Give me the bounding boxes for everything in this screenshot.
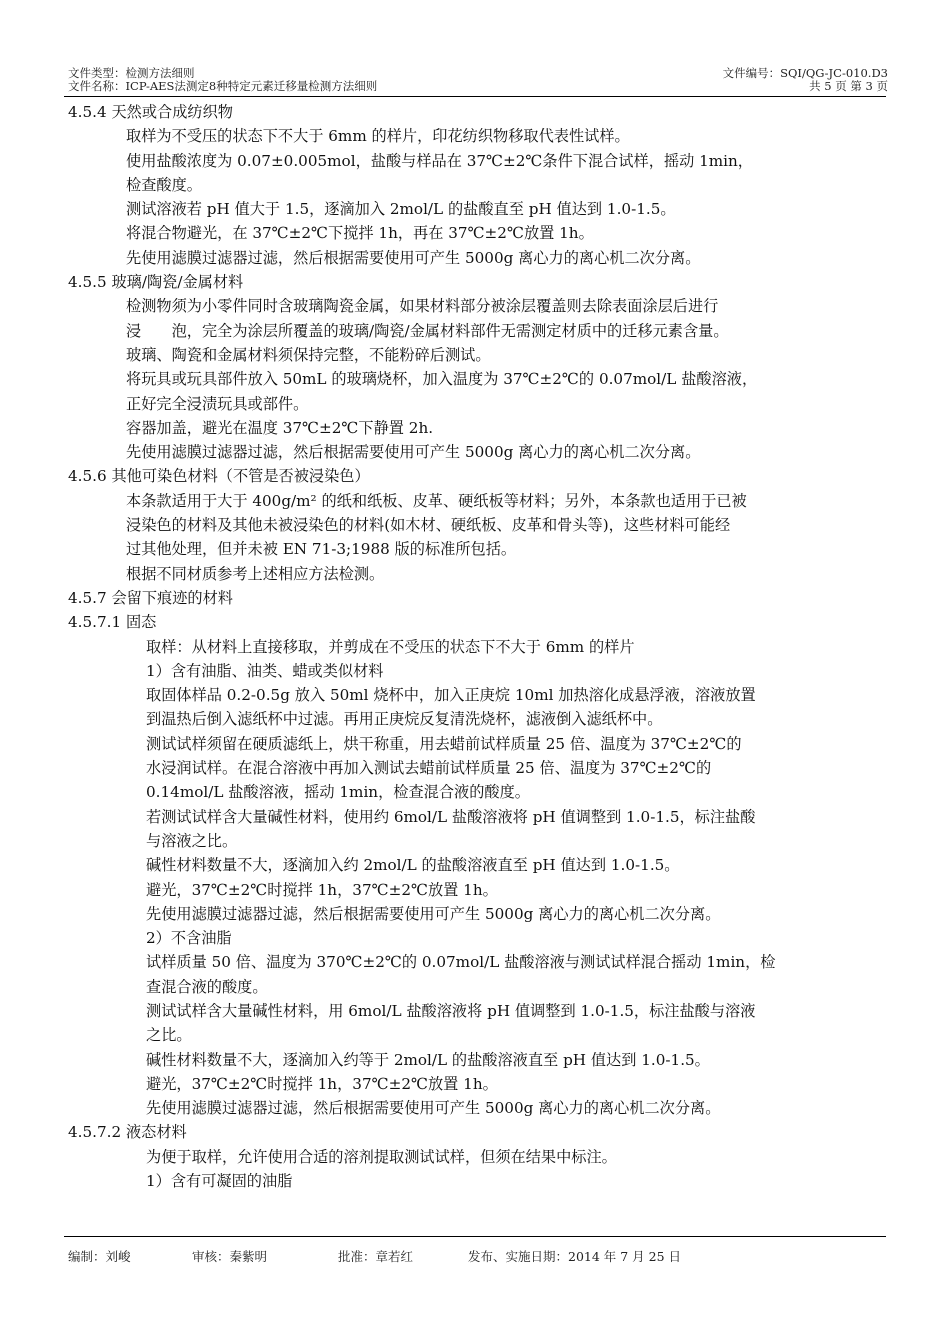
heading-4-5-5: 4.5.5 玻璃/陶瓷/金属材料 xyxy=(68,273,244,292)
heading-4-5-6: 4.5.6 其他可染色材料（不管是否被浸染色） xyxy=(68,467,370,486)
paragraph-line: 过其他处理，但并未被 EN 71-3;1988 版的标准所包括。 xyxy=(126,540,517,559)
heading-4-5-7: 4.5.7 会留下痕迹的材料 xyxy=(68,588,233,607)
paragraph-line: 避光，37℃±2℃时搅拌 1h，37℃±2℃放置 1h。 xyxy=(146,1074,498,1093)
paragraph-line: 碱性材料数量不大，逐滴加入约 2mol/L 的盐酸溶液直至 pH 值达到 1.0-1.5。 xyxy=(146,856,680,875)
paragraph-line: 正好完全浸渍玩具或部件。 xyxy=(126,394,309,413)
paragraph-line: 水浸润试样。在混合溶液中再加入测试去蜡前试样质量 25 倍、温度为 37℃±2℃的 xyxy=(146,759,712,778)
document-body xyxy=(68,100,888,1193)
paragraph-line: 将玩具或玩具部件放入 50mL 的玻璃烧杯，加入温度为 37℃±2℃的 0.07mol/L 盐酸溶液， xyxy=(126,370,758,389)
paragraph-line: 容器加盖，避光在温度 37℃±2℃下静置 2h. xyxy=(126,418,434,437)
paragraph-line: 避光，37℃±2℃时搅拌 1h，37℃±2℃放置 1h。 xyxy=(146,880,498,899)
paragraph-line: 浸染色的材料及其他未被浸染色的材料(如木材、硬纸板、皮革和骨头等)，这些材料可能经 xyxy=(126,516,731,535)
paragraph-line: 之比。 xyxy=(146,1026,192,1045)
paragraph-line: 检查酸度。 xyxy=(126,175,202,194)
footer-approver: 批准：章若红 xyxy=(338,1249,414,1264)
paragraph-line: 测试溶液若 pH 值大于 1.5，逐滴加入 2mol/L 的盐酸直至 pH 值达到 1.0-1.5。 xyxy=(126,200,676,219)
paragraph-line: 取样为不受压的状态下不大于 6mm 的样片，印花纺织物移取代表性试样。 xyxy=(126,127,630,146)
subheading-item-2: 2）不含油脂 xyxy=(146,929,232,948)
footer-release-date: 发布、实施日期：2014 年 7 月 25 日 xyxy=(468,1249,682,1264)
paragraph-line: 到温热后倒入滤纸杯中过滤。再用正庚烷反复清洗烧杯，滤液倒入滤纸杯中。 xyxy=(146,710,663,729)
footer-reviewer: 审核：秦紫明 xyxy=(192,1249,268,1264)
doc-number: 文件编号：SQI/QG-JC-010.D3 xyxy=(722,66,888,80)
paragraph-line: 将混合物避光，在 37℃±2℃下搅拌 1h，再在 37℃±2℃放置 1h。 xyxy=(126,224,594,243)
paragraph-line: 本条款适用于大于 400g/m² 的纸和纸板、皮革、硬纸板等材料；另外，本条款也适用于已被 xyxy=(126,491,747,510)
paragraph-line: 检测物须为小零件同时含玻璃陶瓷金属，如果材料部分被涂层覆盖则去除表面涂层后进行 xyxy=(126,297,719,316)
paragraph-line: 先使用滤膜过滤器过滤，然后根据需要使用可产生 5000g 离心力的离心机二次分离。 xyxy=(146,1099,721,1118)
paragraph-line: 先使用滤膜过滤器过滤，然后根据需要使用可产生 5000g 离心力的离心机二次分离。 xyxy=(146,904,721,923)
paragraph-line: 测试试样含大量碱性材料，用 6mol/L 盐酸溶液将 pH 值调整到 1.0-1.5，标注盐酸与溶液 xyxy=(146,1001,756,1020)
heading-4-5-4: 4.5.4 天然或合成纺织物 xyxy=(68,103,233,121)
footer-divider xyxy=(64,1236,886,1237)
paragraph-line: 先使用滤膜过滤器过滤，然后根据需要使用可产生 5000g 离心力的离心机二次分离。 xyxy=(126,248,701,267)
page-info: 共 5 页 第 3 页 xyxy=(809,79,888,93)
paragraph-line: 取固体样品 0.2-0.5g 放入 50ml 烧杯中，加入正庚烷 10ml 加热溶化成悬浮液，溶液放置 xyxy=(146,686,756,705)
paragraph-line: 与溶液之比。 xyxy=(146,831,238,850)
paragraph-line: 为便于取样，允许使用合适的溶剂提取测试试样，但须在结果中标注。 xyxy=(146,1147,617,1166)
paragraph-line: 0.14mol/L 盐酸溶液，摇动 1min，检查混合液的酸度。 xyxy=(146,783,530,802)
heading-4-5-7-1: 4.5.7.1 固态 xyxy=(68,613,157,632)
paragraph-line: 试样质量 50 倍、温度为 370℃±2℃的 0.07mol/L 盐酸溶液与测试试样混合摇动 1min，检 xyxy=(146,953,776,972)
paragraph-line: 浸 泡，完全为涂层所覆盖的玻璃/陶瓷/金属材料部件无需测定材质中的迁移元素含量。 xyxy=(126,321,729,340)
paragraph-line: 查混合液的酸度。 xyxy=(146,977,268,996)
paragraph-line: 碱性材料数量不大，逐滴加入约等于 2mol/L 的盐酸溶液直至 pH 值达到 1.0-1.5。 xyxy=(146,1050,710,1069)
paragraph-line: 玻璃、陶瓷和金属材料须保持完整，不能粉碎后测试。 xyxy=(126,345,491,364)
paragraph-line: 取样：从材料上直接移取，并剪成在不受压的状态下不大于 6mm 的样片 xyxy=(146,637,635,656)
paragraph-line: 测试试样须留在硬质滤纸上，烘干称重，用去蜡前试样质量 25 倍、温度为 37℃±2℃的 xyxy=(146,734,742,753)
subheading-item-1-liquid: 1）含有可凝固的油脂 xyxy=(146,1172,293,1191)
header-divider xyxy=(64,96,886,97)
paragraph-line: 若测试试样含大量碱性材料，使用约 6mol/L 盐酸溶液将 pH 值调整到 1.0-1.5，标注盐酸 xyxy=(146,807,756,826)
paragraph-line: 根据不同材质参考上述相应方法检测。 xyxy=(126,564,385,583)
paragraph-line: 使用盐酸浓度为 0.07±0.005mol，盐酸与样品在 37℃±2℃条件下混合试样，摇动 1min， xyxy=(126,151,753,170)
footer-editor: 编制：刘峻 xyxy=(68,1249,131,1264)
paragraph-line: 先使用滤膜过滤器过滤，然后根据需要使用可产生 5000g 离心力的离心机二次分离。 xyxy=(126,443,701,462)
heading-4-5-7-2: 4.5.7.2 液态材料 xyxy=(68,1123,187,1142)
doc-type: 文件类型：检测方法细则 xyxy=(68,66,195,80)
doc-name: 文件名称：ICP-AES法测定8种特定元素迁移量检测方法细则 xyxy=(68,79,378,93)
subheading-item-1: 1）含有油脂、油类、蜡或类似材料 xyxy=(146,661,384,680)
